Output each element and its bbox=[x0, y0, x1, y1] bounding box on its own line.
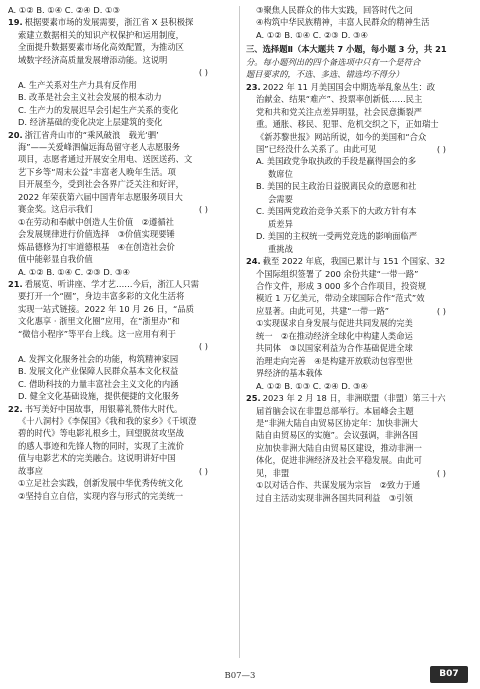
option-a: A. 发挥文化服务社会的功能，构筑精神家园 bbox=[18, 353, 179, 364]
q20-statement: 会发展规律进行价值选择 ③价值实现要锤 bbox=[18, 229, 175, 240]
q21-line: 21. 看展览、听讲座、学才艺……今后，浙江人只需 bbox=[8, 278, 199, 289]
column-divider bbox=[239, 6, 240, 658]
q21-line: “微信小程序”等平台上线。这一应用有利于 bbox=[18, 328, 176, 339]
q22-statement: ①立足社会实践，创新发展中华优秀传统文化 bbox=[18, 478, 184, 489]
q20-line: 2022 年荣获第六届中国青年志愿服务项目大 bbox=[18, 191, 183, 202]
option-a-cont: 数席位 bbox=[268, 168, 293, 179]
q21-line: 实现一站式链接。2022 年 10 月 26 日，“品质 bbox=[18, 303, 194, 314]
q22-line: 的感人事迹和先锋人物的同时，实现了主流价 bbox=[18, 440, 184, 451]
question-21 bbox=[8, 278, 230, 403]
answer-paren: ( ) bbox=[198, 67, 208, 78]
q22-statement: ②坚持自立自信，实现内容与形式的完美统一 bbox=[18, 490, 184, 501]
q19-line: 全面提升数据要素市场化高效配置，为推动区 bbox=[18, 42, 184, 53]
q25-line: 届首脑会议在非盟总部举行。本届峰会主题 bbox=[256, 405, 414, 416]
answer-paren: ( ) bbox=[436, 467, 446, 478]
q22-line: 碧的时代》等电影礼根乡土，回望脱贫攻坚战 bbox=[18, 428, 184, 439]
q20-line: 艺下乡等“周末公益”丰富老人晚年生活。项 bbox=[18, 166, 176, 177]
question-24 bbox=[246, 255, 468, 392]
q24-statement: 界经济的基本载体 bbox=[256, 368, 323, 379]
option-b: B. 改革是社会主义社会发展的根本动力 bbox=[18, 92, 162, 103]
option-d-cont: 重挑战 bbox=[268, 243, 293, 254]
q24-statement: 治理走向完善 ④是构建开放联动包容型世 bbox=[256, 355, 413, 366]
question-number: 25. bbox=[246, 393, 261, 404]
q23-line: 《新苏黎世报》网站所说，如今的美国和“合众 bbox=[256, 131, 427, 142]
q25-line: 体化，促进非洲经济及社会平稳发展。由此可 bbox=[256, 455, 422, 466]
q25-line: 见，非盟 ( ) bbox=[246, 467, 468, 479]
section-title: 三、选择题Ⅱ（本大题共 7 小题，每小题 3 分，共 21 bbox=[246, 44, 447, 55]
q25-statement: ①以对话合作、共谋发展为宗旨 ②致力于通 bbox=[256, 480, 421, 491]
question-number: 19. bbox=[8, 17, 23, 28]
q20-line: 海”——关爱峰泗偏远海岛留守老人志愿服务 bbox=[18, 141, 180, 152]
question-number: 23. bbox=[246, 81, 261, 92]
option-a: A. 生产关系对生产力具有反作用 bbox=[18, 79, 137, 90]
q23-line: 国”已经没什么关系了。由此可见 ( ) bbox=[246, 143, 468, 155]
section-heading bbox=[246, 43, 468, 80]
q20-statement: 炼品德修为打牢道德根基 ④在创造社会价 bbox=[18, 241, 175, 252]
q23-line: 党和共和党关注点差异明显，社会民意撕裂严 bbox=[256, 106, 422, 117]
option-c: C. 借助科技的力量丰富社会主义文化的内涵 bbox=[18, 378, 179, 389]
q24-statement: ①实现谋求自身发展与促进共同发展的完美 bbox=[256, 318, 413, 329]
q20-line: 赛金奖。这启示我们 ( ) bbox=[8, 203, 230, 215]
question-22 bbox=[8, 403, 230, 503]
answer-paren: ( ) bbox=[198, 465, 208, 476]
answer-paren: ( ) bbox=[198, 341, 208, 352]
q24-options: A. ①② B. ①③ C. ②④ D. ③④ bbox=[256, 380, 368, 391]
q25-line: 25. 2023 年 2 月 18 日，非洲联盟（非盟）第三十六 bbox=[246, 393, 446, 404]
answer-paren: ( ) bbox=[436, 143, 446, 154]
q22-line: 22. 书写美好中国故事，用银幕礼赞伟大时代。 bbox=[8, 403, 183, 414]
section-note: 分。每小题列出的四个备选项中只有一个是符合 bbox=[246, 56, 421, 67]
page-badge: B07 bbox=[430, 666, 468, 683]
q20-statement: 值中能彰显自我价值 bbox=[18, 254, 93, 265]
q24-line: 应显著。由此可见，共建“一带一路” ( ) bbox=[246, 305, 468, 317]
q19-line: 19. 根据要素市场的发展需要，浙江省 X 县积极探 bbox=[8, 17, 194, 28]
exam-page bbox=[8, 4, 472, 664]
right-column bbox=[246, 4, 468, 504]
q23-line: 重。通胀、移民、犯罪、危机交织之下，正如瑞士 bbox=[256, 119, 439, 130]
q24-line: 模近 1 万亿美元，带动全球国际合作“范式”效 bbox=[256, 293, 425, 304]
q19-line: 索建立数据相关的知识产权保护和运用制度， bbox=[18, 29, 184, 40]
question-20 bbox=[8, 129, 230, 278]
option-d: D. 健全文化基础设施，提供便捷的文化服务 bbox=[18, 391, 180, 402]
q20-line: 目开展至今，受到社会各界广泛关注和好评， bbox=[18, 179, 184, 190]
question-number: 22. bbox=[8, 403, 23, 414]
q19-line: 域数字经济高质量发展增添动能。这说明 bbox=[18, 54, 168, 65]
option-d: D. 经济基础的变化决定上层建筑的变化 bbox=[18, 117, 163, 128]
answer-paren: ( ) bbox=[436, 305, 446, 316]
q24-line: 个国际组织签署了 200 余份共建“一带一路” bbox=[256, 268, 419, 279]
q24-line: 合作文件，形成 3 000 多个合作项目，投资规 bbox=[256, 280, 427, 291]
q25-statement: 过自主活动实现非洲各国共同利益 ③引领 bbox=[256, 492, 413, 503]
page-code: B07—3 bbox=[224, 671, 256, 681]
q20-statement: ①在劳动和奉献中创造人生价值 ②遵循社 bbox=[18, 216, 174, 227]
q22-line: 《十八洞村》《李保国》《我和我的家乡》《千顷澄 bbox=[18, 415, 197, 426]
answer-paren: ( ) bbox=[198, 204, 208, 215]
q22-options: A. ①② B. ①④ C. ②③ D. ③④ bbox=[256, 29, 368, 40]
q22-line: 值与电影艺术的完美融合。这说明讲好中国 bbox=[18, 453, 176, 464]
question-number: 21. bbox=[8, 278, 23, 289]
q25-line: 陆自由贸易区的实施”。会议强调，非洲各国 bbox=[256, 430, 418, 441]
question-number: 24. bbox=[246, 256, 261, 267]
q21-line: 文化惠享 · 浙里文化圈”应用，在“浙里办”和 bbox=[18, 316, 180, 327]
q23-line: 治献金、结果“难产”、投票率创新低……民主 bbox=[256, 94, 423, 105]
option-a: A. 美国政党争取执政的手段是赢得国会的多 bbox=[256, 156, 417, 167]
q25-line: 是“非洲大陆自由贸易区协定年：加快非洲大 bbox=[256, 417, 418, 428]
question-19 bbox=[8, 16, 230, 128]
option-c: C. 生产力的发展迟早会引起生产关系的变化 bbox=[18, 104, 179, 115]
option-d: D. 美国的主权统一受两党竞选的影响面临严 bbox=[256, 231, 418, 242]
q20-line: 项目，志愿者通过开展安全用电、送医送药、文 bbox=[18, 154, 193, 165]
q20-options: A. ①② B. ①④ C. ②③ D. ③④ bbox=[18, 266, 130, 277]
q22-line: 故事应 ( ) bbox=[8, 465, 230, 477]
option-b-cont: 会需要 bbox=[268, 193, 293, 204]
q18-options: A. ①② B. ①④ C. ②④ D. ①③ bbox=[8, 5, 120, 15]
option-c-cont: 质差异 bbox=[268, 218, 293, 229]
q23-line: 23. 2022 年 11 月美国国会中期选举乱象丛生：政 bbox=[246, 81, 436, 92]
section-note: 题目要求的，不选、多选、错选均不得分） bbox=[246, 69, 404, 80]
q25-line: 应加快非洲大陆自由贸易区建设，推动非洲一 bbox=[256, 442, 422, 453]
option-b: B. 发展文化产业保障人民群众基本文化权益 bbox=[18, 366, 179, 377]
option-c: C. 美国两党政治竞争关系下的大政方针有本 bbox=[256, 206, 417, 217]
q24-statement: 统一 ②在推动经济全球化中构建人类命运 bbox=[256, 330, 413, 341]
question-23 bbox=[246, 81, 468, 255]
q24-line: 24. 截至 2022 年底，我国已累计与 151 个国家、32 bbox=[246, 256, 446, 267]
question-25 bbox=[246, 392, 468, 504]
q20-line: 20. 浙江省舟山市的“乘风破浪 载光‘驷’ bbox=[8, 129, 159, 140]
option-b: B. 美国的民主政治日益脱离民众的意愿和社 bbox=[256, 181, 417, 192]
question-number: 20. bbox=[8, 129, 23, 140]
q22-statement: ③聚焦人民群众的伟大实践，回答时代之问 bbox=[256, 5, 413, 15]
left-column bbox=[8, 4, 230, 502]
q21-line: 要打开一个“圈”，身边丰富多彩的文化生活将 bbox=[18, 291, 185, 302]
q22-statement: ④构筑中华民族精神，丰富人民群众的精神生活 bbox=[256, 17, 430, 28]
q24-statement: 共同体 ③以国家利益为合作基础促进全球 bbox=[256, 343, 413, 354]
